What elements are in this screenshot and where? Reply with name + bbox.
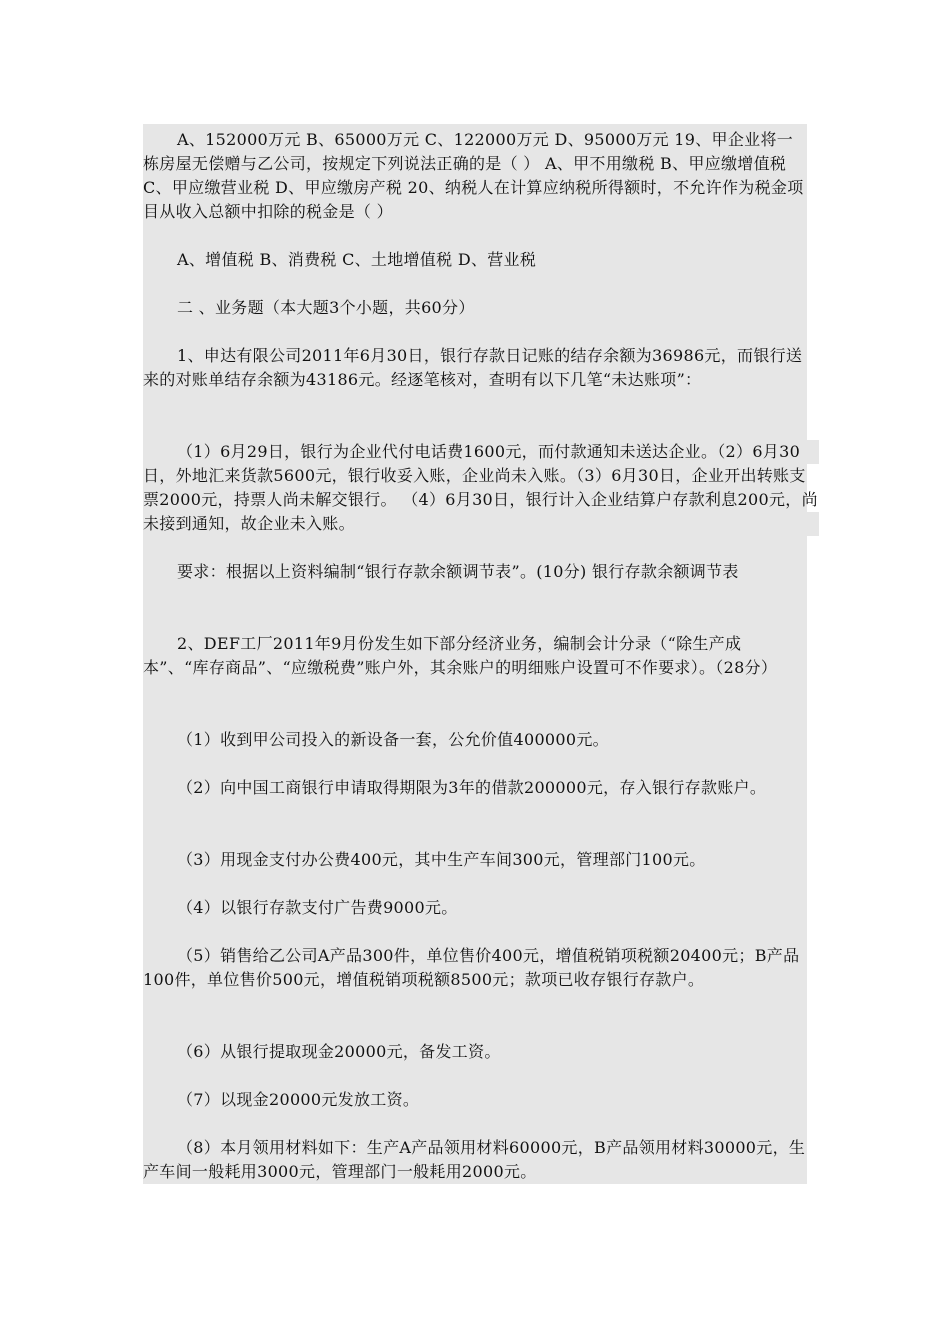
- document-page: [143, 124, 818, 1184]
- paragraph-question-1: 1、申达有限公司2011年6月30日，银行存款日记账的结存余额为36986元，而银行送来的对账单结存余额为43186元。经逐笔核对，查明有以下几笔“未达账项”：: [143, 346, 803, 389]
- paragraph-question-2: 2、DEF工厂2011年9月份发生如下部分经济业务，编制会计分录（“除生产成本”、“库存商品”、“应缴税费”账户外，其余账户的明细账户设置可不作要求）。（28分）: [143, 634, 778, 677]
- list-item-2-2: （2）向中国工商银行申请取得期限为3年的借款200000元，存入银行存款账户。: [177, 778, 767, 797]
- list-item-2-4: （4）以银行存款支付广告费9000元。: [177, 898, 458, 917]
- list-item-2-7: （7）以现金20000元发放工资。: [177, 1090, 420, 1109]
- list-item-2-8: （8）本月领用材料如下：生产A产品领用材料60000元，B产品领用材料30000元，生产车间一般耗用3000元，管理部门一般耗用2000元。: [143, 1138, 806, 1181]
- list-item-2-6: （6）从银行提取现金20000元，备发工资。: [177, 1042, 501, 1061]
- section-heading-business-questions: 二 、业务题（本大题3个小题，共60分）: [177, 298, 475, 317]
- paragraph-choice-options: A、增值税 B、消费税 C、土地增值税 D、营业税: [177, 250, 537, 269]
- list-item-2-3: （3）用现金支付办公费400元，其中生产车间300元，管理部门100元。: [177, 850, 706, 869]
- paragraph-question-1-items: （1）6月29日，银行为企业代付电话费1600元，而付款通知未送达企业。（2）6月30日，外地汇来货款5600元，银行收妥入账，企业尚未入账。（3）6月30日，企业开出转账支票2000元，持票人尚未解交银行。 （4）6月30日，银行计入企业结算户存款利息200元，尚未接到通知，故企业未入账。: [143, 442, 818, 533]
- list-item-2-1: （1）收到甲公司投入的新设备一套，公允价值400000元。: [177, 730, 609, 749]
- line-overflow-shade: [807, 512, 819, 536]
- line-overflow-shade: [807, 440, 819, 464]
- paragraph-question-1-requirement: 要求：根据以上资料编制“银行存款余额调节表”。(10分) 银行存款余额调节表: [177, 562, 739, 581]
- paragraph-multiple-choice-19-20: A、152000万元 B、65000万元 C、122000万元 D、95000万元 19、甲企业将一栋房屋无偿赠与乙公司，按规定下列说法正确的是（ ） A、甲不用缴税 B、甲应缴增值税 C、甲应缴营业税 D、甲应缴房产税 20、纳税人在计算应纳税所得额时，不允许作为税金项目从收入总额中扣除的税金是（ ）: [143, 130, 804, 221]
- list-item-2-5: （5）销售给乙公司A产品300件，单位售价400元，增值税销项税额20400元；B产品100件，单位售价500元，增值税销项税额8500元；款项已收存银行存款户。: [143, 946, 800, 989]
